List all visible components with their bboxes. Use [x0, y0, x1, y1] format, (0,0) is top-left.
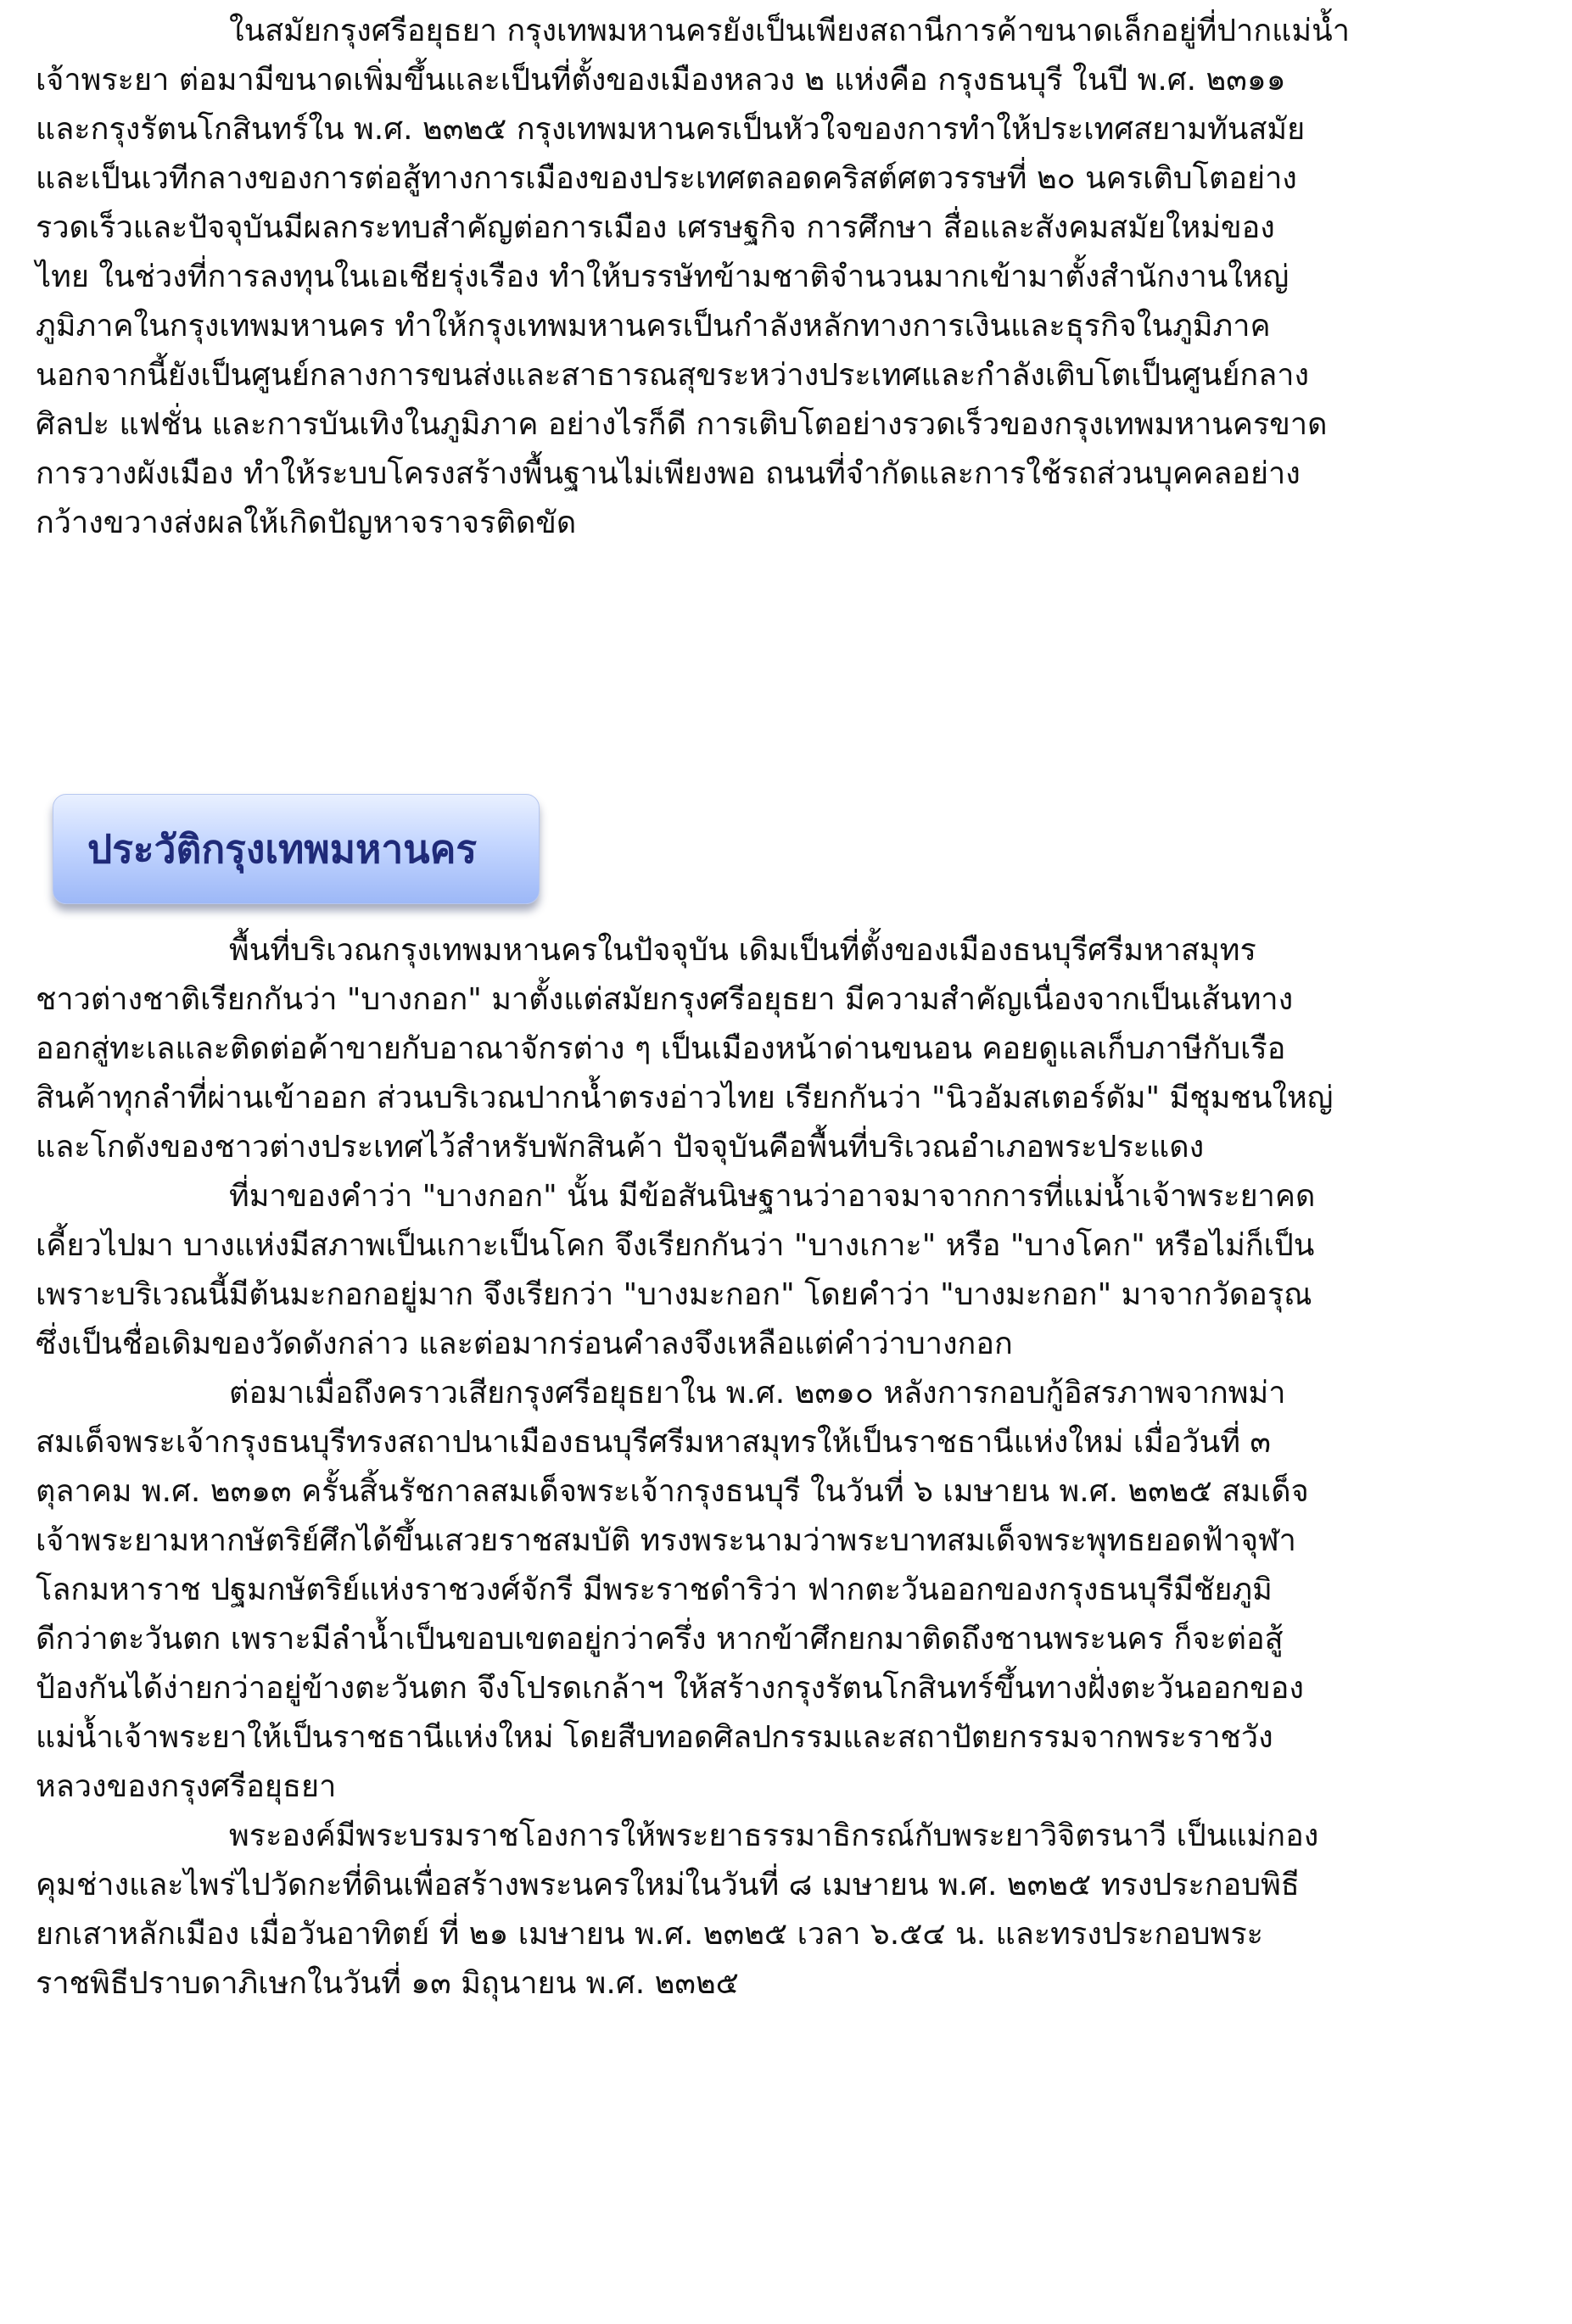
text-line: นอกจากนี้ยังเป็นศูนย์กลางการขนส่งและสาธารณสุขระหว่างประเทศและกำลังเติบโตเป็นศูนย์กลาง	[36, 358, 1310, 393]
text-line: ชาวต่างชาติเรียกกันว่า "บางกอก" มาตั้งแต่สมัยกรุงศรีอยุธยา มีความสำคัญเนื่องจากเป็นเส้นทาง	[36, 982, 1294, 1017]
text-line: สินค้าทุกลำที่ผ่านเข้าออก ส่วนบริเวณปากน้ำตรงอ่าวไทย เรียกกันว่า "นิวอัมสเตอร์ดัม" มีชุมชนใหญ่	[36, 1081, 1334, 1115]
text-line: ยกเสาหลักเมือง เมื่อวันอาทิตย์ ที่ ๒๑ เมษายน พ.ศ. ๒๓๒๕ เวลา ๖.๕๔ น. และทรงประกอบพระ	[36, 1917, 1264, 1952]
section-heading-box	[53, 794, 540, 904]
text-line: ออกสู่ทะเลและติดต่อค้าขายกับอาณาจักรต่าง ๆ เป็นเมืองหน้าด่านขนอน คอยดูแลเก็บภาษีกับเรือ	[36, 1031, 1286, 1066]
text-line: รวดเร็วและปัจจุบันมีผลกระทบสำคัญต่อการเมือง เศรษฐกิจ การศึกษา สื่อและสังคมสมัยใหม่ของ	[36, 210, 1275, 245]
text-line: และเป็นเวทีกลางของการต่อสู้ทางการเมืองของประเทศตลอดคริสต์ศตวรรษที่ ๒๐ นครเติบโตอย่าง	[36, 161, 1297, 196]
text-line: พระองค์มีพระบรมราชโองการให้พระยาธรรมาธิกรณ์กับพระยาวิจิตรนาวี เป็นแม่กอง	[229, 1818, 1319, 1853]
text-line: เพราะบริเวณนี้มีต้นมะกอกอยู่มาก จึงเรียกว่า "บางมะกอก" โดยคำว่า "บางมะกอก" มาจากวัดอรุณ	[36, 1277, 1312, 1312]
text-line: ราชพิธีปราบดาภิเษกในวันที่ ๑๓ มิถุนายน พ.ศ. ๒๓๒๕	[36, 1966, 739, 2001]
text-line: ซึ่งเป็นชื่อเดิมของวัดดังกล่าว และต่อมากร่อนคำลงจึงเหลือแต่คำว่าบางกอก	[36, 1327, 1013, 1361]
text-line: ศิลปะ แฟชั่น และการบันเทิงในภูมิภาค อย่างไรก็ดี การเติบโตอย่างรวดเร็วของกรุงเทพมหานครขาด	[36, 407, 1328, 442]
text-line: ภูมิภาคในกรุงเทพมหานคร ทำให้กรุงเทพมหานครเป็นกำลังหลักทางการเงินและธุรกิจในภูมิภาค	[36, 309, 1271, 344]
history-paragraphs	[36, 926, 1537, 2008]
text-line: หลวงของกรุงศรีอยุธยา	[36, 1769, 337, 1804]
section-heading: ประวัติกรุงเทพมหานคร	[87, 825, 478, 872]
text-line: ไทย ในช่วงที่การลงทุนในเอเชียรุ่งเรือง ทำให้บรรษัทข้ามชาติจำนวนมากเข้ามาตั้งสำนักงานใหญ่	[36, 260, 1289, 294]
text-line: เจ้าพระยามหากษัตริย์ศึกได้ขึ้นเสวยราชสมบัติ ทรงพระนามว่าพระบาทสมเด็จพระพุทธยอดฟ้าจุฬา	[36, 1523, 1296, 1558]
text-line: ตุลาคม พ.ศ. ๒๓๑๓ ครั้นสิ้นรัชกาลสมเด็จพระเจ้ากรุงธนบุรี ในวันที่ ๖ เมษายน พ.ศ. ๒๓๒๕ สมเด็จ	[36, 1474, 1309, 1509]
text-line: ป้องกันได้ง่ายกว่าอยู่ข้างตะวันตก จึงโปรดเกล้าฯ ให้สร้างกรุงรัตนโกสินทร์ขึ้นทางฝั่งตะวันออกของ	[36, 1671, 1304, 1706]
text-line: ดีกว่าตะวันตก เพราะมีลำน้ำเป็นขอบเขตอยู่กว่าครึ่ง หากข้าศึกยกมาติดถึงชานพระนคร ก็จะต่อสู้	[36, 1622, 1284, 1656]
text-line: ต่อมาเมื่อถึงคราวเสียกรุงศรีอยุธยาใน พ.ศ. ๒๓๑๐ หลังการกอบกู้อิสรภาพจากพม่า	[229, 1376, 1286, 1411]
text-line: และกรุงรัตนโกสินทร์ใน พ.ศ. ๒๓๒๕ กรุงเทพมหานครเป็นหัวใจของการทำให้ประเทศสยามทันสมัย	[36, 112, 1306, 147]
intro-paragraph	[36, 7, 1537, 548]
text-line: เคี้ยวไปมา บางแห่งมีสภาพเป็นเกาะเป็นโคก จึงเรียกกันว่า "บางเกาะ" หรือ "บางโคก" หรือไม่ก็เป็น	[36, 1228, 1315, 1263]
text-line: สมเด็จพระเจ้ากรุงธนบุรีทรงสถาปนาเมืองธนบุรีศรีมหาสมุทรให้เป็นราชธานีแห่งใหม่ เมื่อวันที่ ๓	[36, 1425, 1272, 1460]
text-line: เจ้าพระยา ต่อมามีขนาดเพิ่มขึ้นและเป็นที่ตั้งของเมืองหลวง ๒ แห่งคือ กรุงธนบุรี ในปี พ.ศ. ๒๓๑๑	[36, 63, 1286, 98]
text-line: การวางผังเมือง ทำให้ระบบโครงสร้างพื้นฐานไม่เพียงพอ ถนนที่จำกัดและการใช้รถส่วนบุคคลอย่าง	[36, 456, 1301, 491]
text-line: พื้นที่บริเวณกรุงเทพมหานครในปัจจุบัน เดิมเป็นที่ตั้งของเมืองธนบุรีศรีมหาสมุทร	[229, 933, 1256, 968]
text-line: ในสมัยกรุงศรีอยุธยา กรุงเทพมหานครยังเป็นเพียงสถานีการค้าขนาดเล็กอยู่ที่ปากแม่น้ำ	[229, 14, 1350, 48]
text-line: กว้างขวางส่งผลให้เกิดปัญหาจราจรติดขัด	[36, 506, 577, 540]
text-line: และโกดังของชาวต่างประเทศไว้สำหรับพักสินค้า ปัจจุบันคือพื้นที่บริเวณอำเภอพระประแดง	[36, 1130, 1205, 1165]
text-line: โลกมหาราช ปฐมกษัตริย์แห่งราชวงศ์จักรี มีพระราชดำริว่า ฟากตะวันออกของกรุงธนบุรีมีชัยภูมิ	[36, 1573, 1273, 1607]
text-line: แม่น้ำเจ้าพระยาให้เป็นราชธานีแห่งใหม่ โดยสืบทอดศิลปกรรมและสถาปัตยกรรมจากพระราชวัง	[36, 1720, 1273, 1755]
text-line: คุมช่างและไพร่ไปวัดกะที่ดินเพื่อสร้างพระนครใหม่ในวันที่ ๘ เมษายน พ.ศ. ๒๓๒๕ ทรงประกอบพิธี	[36, 1868, 1300, 1902]
text-line: ที่มาของคำว่า "บางกอก" นั้น มีข้อสันนิษฐานว่าอาจมาจากการที่แม่น้ำเจ้าพระยาคด	[229, 1179, 1316, 1214]
